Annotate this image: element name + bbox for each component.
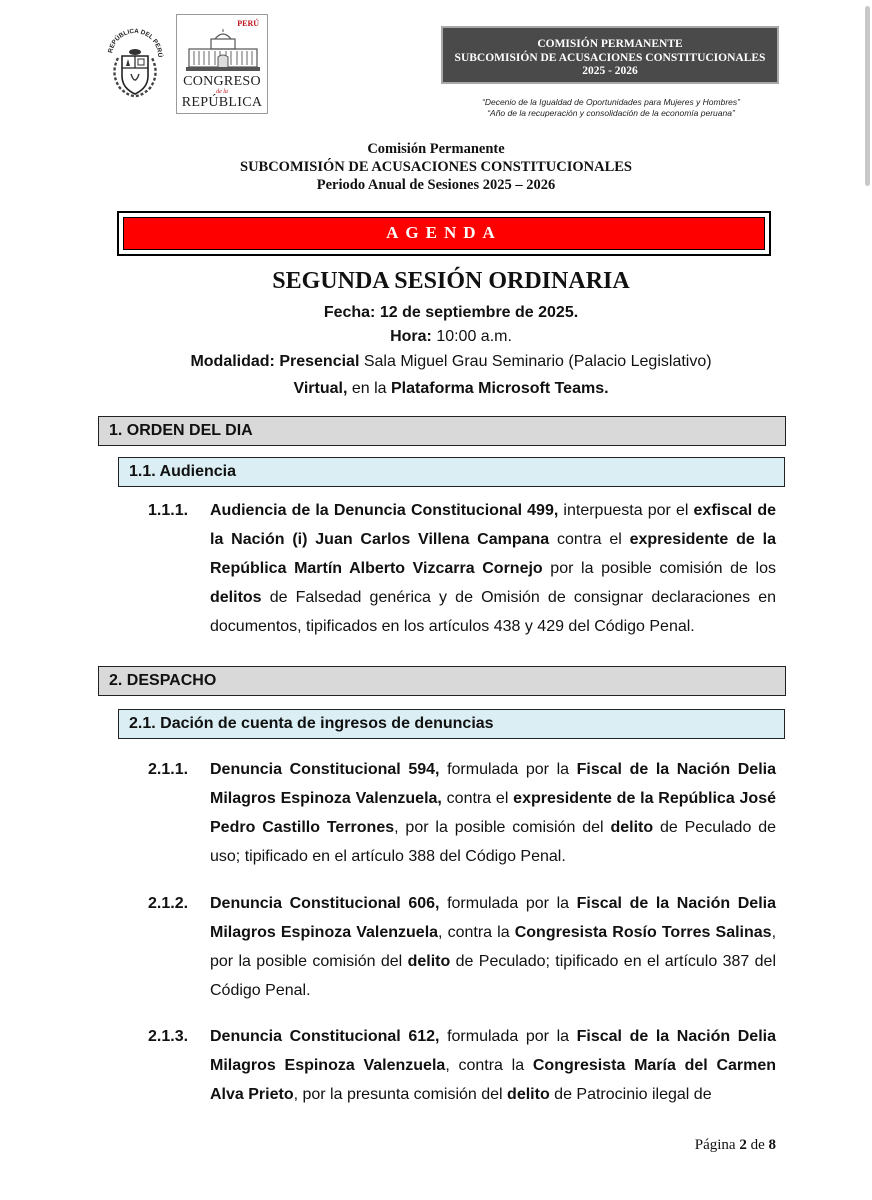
modalidad-label: Modalidad:: [190, 353, 275, 370]
item-text-bold: delito: [610, 819, 654, 836]
agenda-label: AGENDA: [123, 217, 765, 250]
modalidad-line: [0, 353, 872, 371]
logo-republica-text: REPÚBLICA: [181, 95, 263, 110]
item-text: de Falsedad genérica y de Omisión de consignar declaraciones en documentos, tipificados en los artículos 438 y 429 del Código Penal.: [210, 589, 776, 635]
section-despacho: 2. DESPACHO: [98, 666, 786, 696]
virtual-line: [0, 380, 872, 398]
item-text-bold: delito: [407, 953, 451, 970]
virtual-mid: en la: [351, 380, 387, 397]
item-text: contra el: [441, 790, 514, 807]
item-text-bold: Fiscal de la Nación Delia Milagros Espinoza Valenzuela: [210, 1028, 776, 1074]
item-text-bold: Audiencia de la Denuncia Constitucional 499,: [210, 502, 559, 519]
item-number: 2.1.1.: [148, 761, 189, 778]
item-number: 2.1.3.: [148, 1028, 189, 1045]
section-orden-del-dia: 1. ORDEN DEL DIA: [98, 416, 786, 446]
item-text-bold: Fiscal de la Nación Delia Milagros Espinoza Valenzuela,: [210, 761, 776, 807]
subsection-audiencia: 1.1. Audiencia: [118, 457, 785, 487]
item-text-bold: Denuncia Constitucional 594,: [210, 761, 440, 778]
fecha-value: 12 de septiembre de 2025.: [379, 304, 579, 321]
session-title: SEGUNDA SESIÓN ORDINARIA: [272, 268, 630, 294]
item-text: interpuesta por el: [558, 502, 694, 519]
palace-building-icon: [185, 29, 261, 73]
agenda-banner: [117, 211, 771, 256]
hora-line: [0, 328, 872, 346]
item-text-bold: Denuncia Constitucional 612,: [210, 1028, 440, 1045]
commission-box-line: 2025 - 2026: [582, 65, 638, 77]
logo-peru-text: PERÚ: [237, 19, 259, 28]
document-title-block: [0, 140, 872, 194]
commission-header-box: [441, 26, 779, 84]
page-total: 8: [768, 1137, 776, 1153]
national-shield-icon: [104, 22, 166, 104]
fecha-line: [0, 304, 872, 322]
commission-box-line: SUBCOMISIÓN DE ACUSACIONES CONSTITUCIONALES: [454, 51, 766, 64]
page-of: de: [750, 1137, 765, 1153]
motto-line: “Decenio de la Igualdad de Oportunidades para Mujeres y Hombres”: [482, 97, 740, 107]
agenda-item-2-1-2: [148, 889, 776, 1005]
item-text-bold: expresidente de la República Martín Alberto Vizcarra Cornejo: [210, 531, 776, 577]
item-text: , contra la: [445, 1057, 533, 1074]
modalidad-presencial: Presencial: [279, 353, 360, 370]
item-text-bold: Fiscal de la Nación Delia Milagros Espinoza Valenzuela: [210, 895, 776, 941]
item-text: formulada por la: [439, 1028, 577, 1045]
item-text: , contra la: [438, 924, 515, 941]
item-text: , por la posible comisión del: [394, 819, 611, 836]
item-text: formulada por la: [439, 761, 577, 778]
title-line: Periodo Anual de Sesiones 2025 – 2026: [316, 177, 556, 193]
fecha-label: Fecha:: [323, 304, 376, 321]
item-text: formulada por la: [439, 895, 577, 912]
agenda-item-2-1-1: [148, 755, 776, 871]
item-number: 1.1.1.: [148, 502, 189, 519]
commission-box-line: COMISIÓN PERMANENTE: [537, 38, 683, 50]
subsection-dacion-de-cuenta: 2.1. Dación de cuenta de ingresos de denuncias: [118, 709, 785, 739]
page-current: 2: [739, 1137, 747, 1153]
item-text-bold: Denuncia Constitucional 606,: [210, 895, 440, 912]
item-text: de Patrocinio ilegal de: [549, 1086, 712, 1103]
motto-line: “Año de la recuperación y consolidación de la economía peruana”: [487, 108, 735, 118]
item-text-bold: Congresista María del Carmen Alva Prieto: [210, 1057, 777, 1103]
item-text: de Peculado; tipificado en el artículo 387 del Código Penal.: [210, 953, 777, 999]
shield-caption: REPÚBLICA DEL PERÚ: [107, 27, 164, 58]
item-number: 2.1.2.: [148, 895, 189, 912]
item-text-bold: delito: [507, 1086, 550, 1103]
item-text: de Peculado de uso; tipificado en el artículo 388 del Código Penal.: [210, 819, 776, 865]
title-line: Comisión Permanente: [367, 141, 505, 157]
virtual-platform: Plataforma Microsoft Teams.: [391, 380, 609, 397]
item-text: por la posible comisión de los: [542, 560, 776, 577]
logo-congreso-text: CONGRESO: [183, 74, 261, 89]
item-text: , por la posible comisión del: [210, 924, 777, 970]
item-text: contra el: [549, 531, 630, 548]
agenda-item-1-1-1: [148, 496, 776, 641]
item-text-bold: expresidente de la República José Pedro Castillo Terrones: [210, 790, 776, 836]
hora-value: 10:00 a.m.: [436, 328, 512, 345]
item-text-bold: delitos: [210, 589, 262, 606]
virtual-label: Virtual,: [293, 380, 348, 397]
item-text: , por la presunta comisión del: [293, 1086, 508, 1103]
agenda-item-2-1-3: [148, 1022, 776, 1109]
item-text-bold: Congresista Rosío Torres Salinas: [514, 924, 772, 941]
title-line: SUBCOMISIÓN DE ACUSACIONES CONSTITUCIONALES: [240, 159, 632, 175]
page-label: Página: [694, 1137, 736, 1153]
logo-dela-text: de la: [216, 89, 228, 95]
congreso-logo: [176, 14, 268, 114]
hora-label: Hora:: [390, 328, 432, 345]
decade-mottos: [440, 97, 782, 119]
modalidad-sala: Sala Miguel Grau Seminario (Palacio Legislativo): [363, 353, 712, 370]
page-number: [695, 1137, 776, 1154]
item-text-bold: exfiscal de la Nación (i) Juan Carlos Villena Campana: [210, 502, 777, 548]
